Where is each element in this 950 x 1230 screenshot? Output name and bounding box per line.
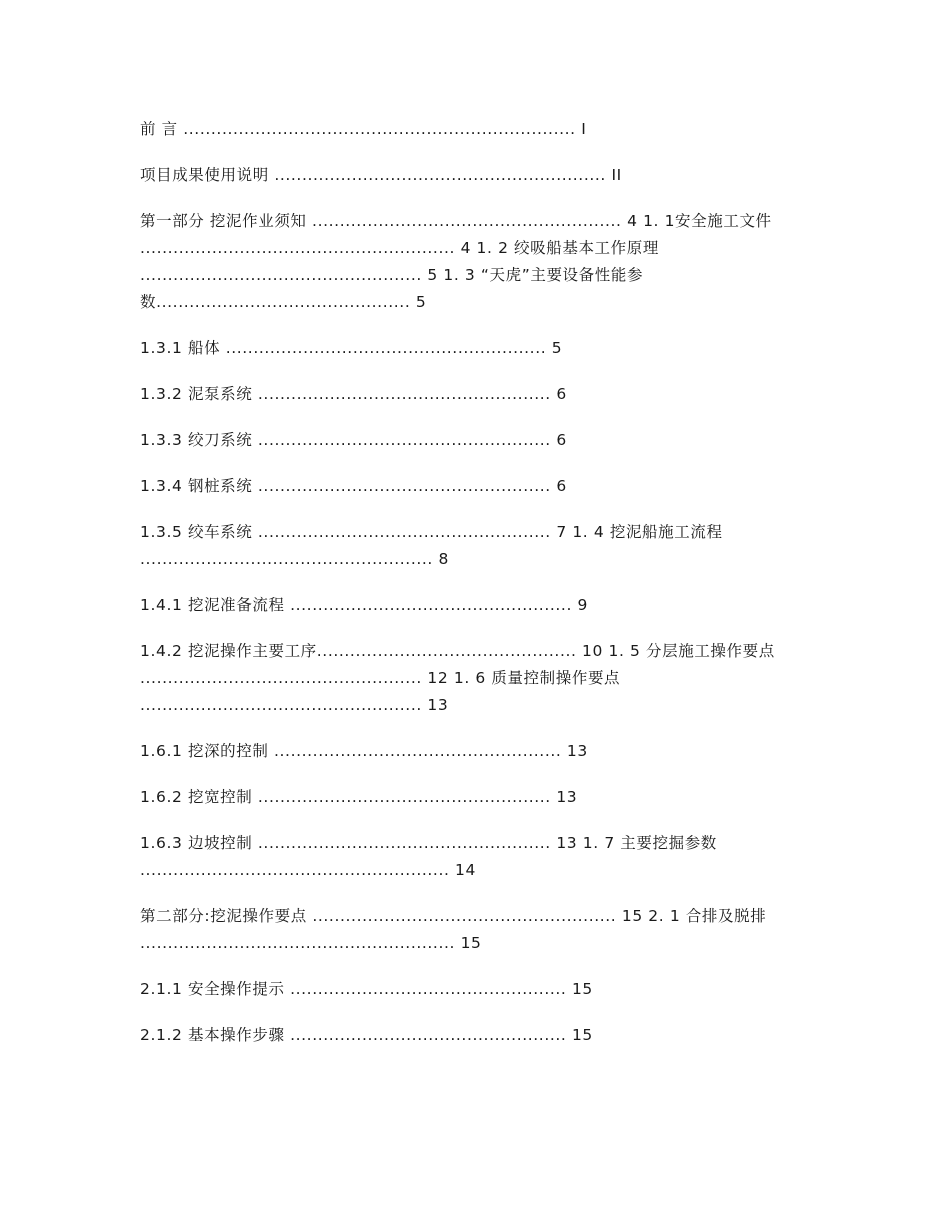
- toc-entry: 第二部分:挖泥操作要点 ....................................................... 15 2. 1 合排及脱排 ......................................................... 15: [140, 907, 772, 952]
- toc-entry: 项目成果使用说明 ............................................................ II: [140, 166, 622, 184]
- toc-entry: 1.4.1 挖泥准备流程 ................................................... 9: [140, 596, 588, 614]
- toc-entry: 第一部分 挖泥作业须知 ........................................................ 4 1. 1安全施工文件 ......................................................... 4 1. 2 绞吸船基本工作原理 ................................................... 5 1. 3 “天虎”主要设备性能参数.............................................. 5: [140, 212, 778, 311]
- toc-entry: 2.1.1 安全操作提示 .................................................. 15: [140, 980, 593, 998]
- toc-entry: 1.6.2 挖宽控制 ..................................................... 13: [140, 788, 578, 806]
- toc-entry: 1.3.2 泥泵系统 ..................................................... 6: [140, 385, 567, 403]
- toc-entry: 前 言 ....................................................................... I: [140, 120, 587, 138]
- toc-entry: 1.6.3 边坡控制 ..................................................... 13 1. 7 主要挖掘参数 ........................................................ 14: [140, 834, 723, 879]
- toc-entry: 1.3.5 绞车系统 ..................................................... 7 1. 4 挖泥船施工流程 ..................................................... 8: [140, 523, 729, 568]
- toc-entry: 1.6.1 挖深的控制 .................................................... 13: [140, 742, 588, 760]
- toc-entry: 2.1.2 基本操作步骤 .................................................. 15: [140, 1026, 593, 1044]
- toc-entry: 1.4.2 挖泥操作主要工序............................................... 10 1. 5 分层施工操作要点 ................................................... 12 1. 6 质量控制操作要点 ................................................... 13: [140, 642, 781, 714]
- toc-entry: 1.3.4 钢桩系统 ..................................................... 6: [140, 477, 567, 495]
- toc-entry: 1.3.3 绞刀系统 ..................................................... 6: [140, 431, 567, 449]
- toc-entry: 1.3.1 船体 .......................................................... 5: [140, 339, 563, 357]
